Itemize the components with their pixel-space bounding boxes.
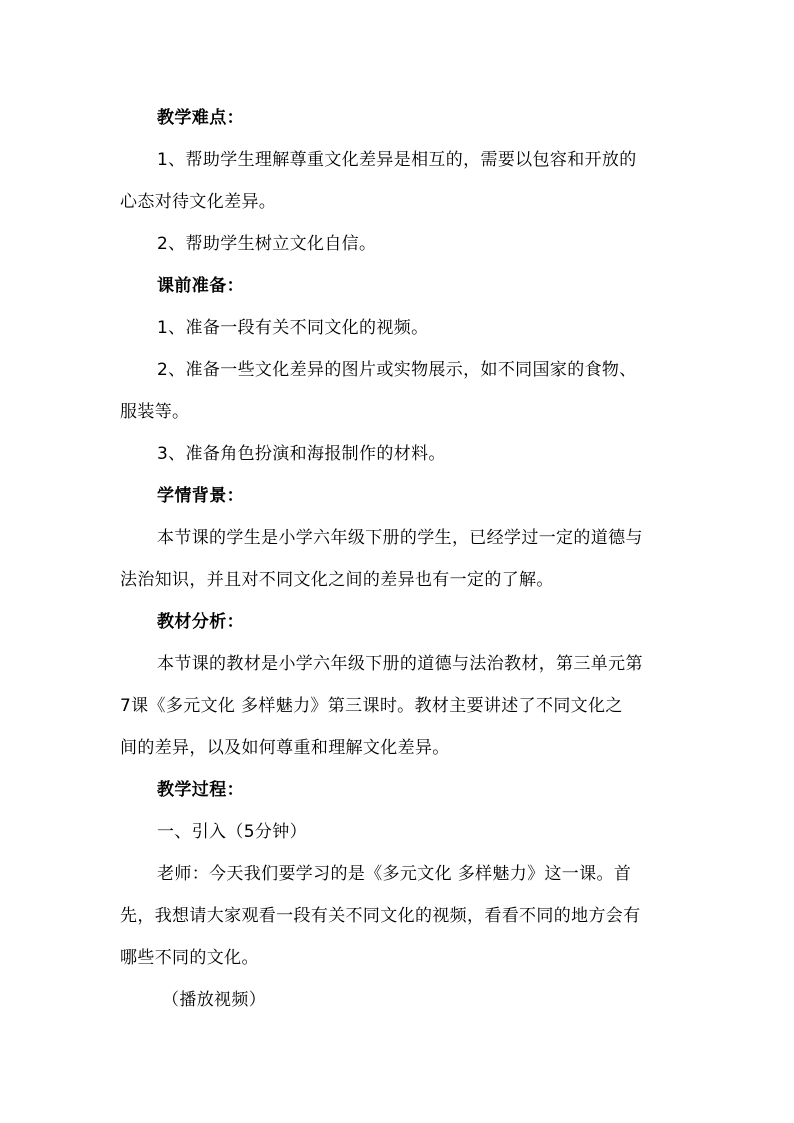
background-paragraph-line-2: 法治知识，并且对不同文化之间的差异也有一定的了解。 bbox=[120, 570, 554, 590]
analysis-paragraph-line-2: 7课《多元文化 多样魅力》第三课时。教材主要讲述了不同文化之 bbox=[120, 696, 623, 716]
difficulty-item-2: 2、帮助学生树立文化自信。 bbox=[157, 234, 377, 254]
analysis-paragraph-line-3: 间的差异，以及如何尊重和理解文化差异。 bbox=[120, 738, 450, 758]
difficulty-item-1-line-1: 1、帮助学生理解尊重文化差异是相互的，需要以包容和开放的 bbox=[157, 150, 637, 170]
teacher-speech-line-3: 哪些不同的文化。 bbox=[120, 948, 259, 968]
heading-student-background: 学情背景： bbox=[157, 486, 244, 506]
heading-textbook-analysis: 教材分析： bbox=[157, 612, 244, 632]
teacher-speech-line-2: 先，我想请大家观看一段有关不同文化的视频，看看不同的地方会有 bbox=[120, 906, 641, 926]
heading-teaching-difficulty: 教学难点： bbox=[157, 108, 244, 128]
background-paragraph-line-1: 本节课的学生是小学六年级下册的学生，已经学过一定的道德与 bbox=[157, 528, 643, 548]
preparation-item-1: 1、准备一段有关不同文化的视频。 bbox=[157, 318, 429, 338]
preparation-item-2-line-2: 服装等。 bbox=[120, 402, 190, 422]
play-video-note: （播放视频） bbox=[162, 990, 267, 1010]
process-step-1-title: 一、引入（5分钟） bbox=[157, 822, 307, 842]
difficulty-item-1-line-2: 心态对待文化差异。 bbox=[120, 192, 277, 212]
preparation-item-3: 3、准备角色扮演和海报制作的材料。 bbox=[157, 444, 446, 464]
heading-pre-class-preparation: 课前准备： bbox=[157, 276, 244, 296]
teacher-speech-line-1: 老师：今天我们要学习的是《多元文化 多样魅力》这一课。首 bbox=[157, 864, 632, 884]
preparation-item-2-line-1: 2、准备一些文化差异的图片或实物展示，如不同国家的食物、 bbox=[157, 360, 637, 380]
analysis-paragraph-line-1: 本节课的教材是小学六年级下册的道德与法治教材，第三单元第 bbox=[157, 654, 643, 674]
heading-teaching-process: 教学过程： bbox=[157, 780, 244, 800]
